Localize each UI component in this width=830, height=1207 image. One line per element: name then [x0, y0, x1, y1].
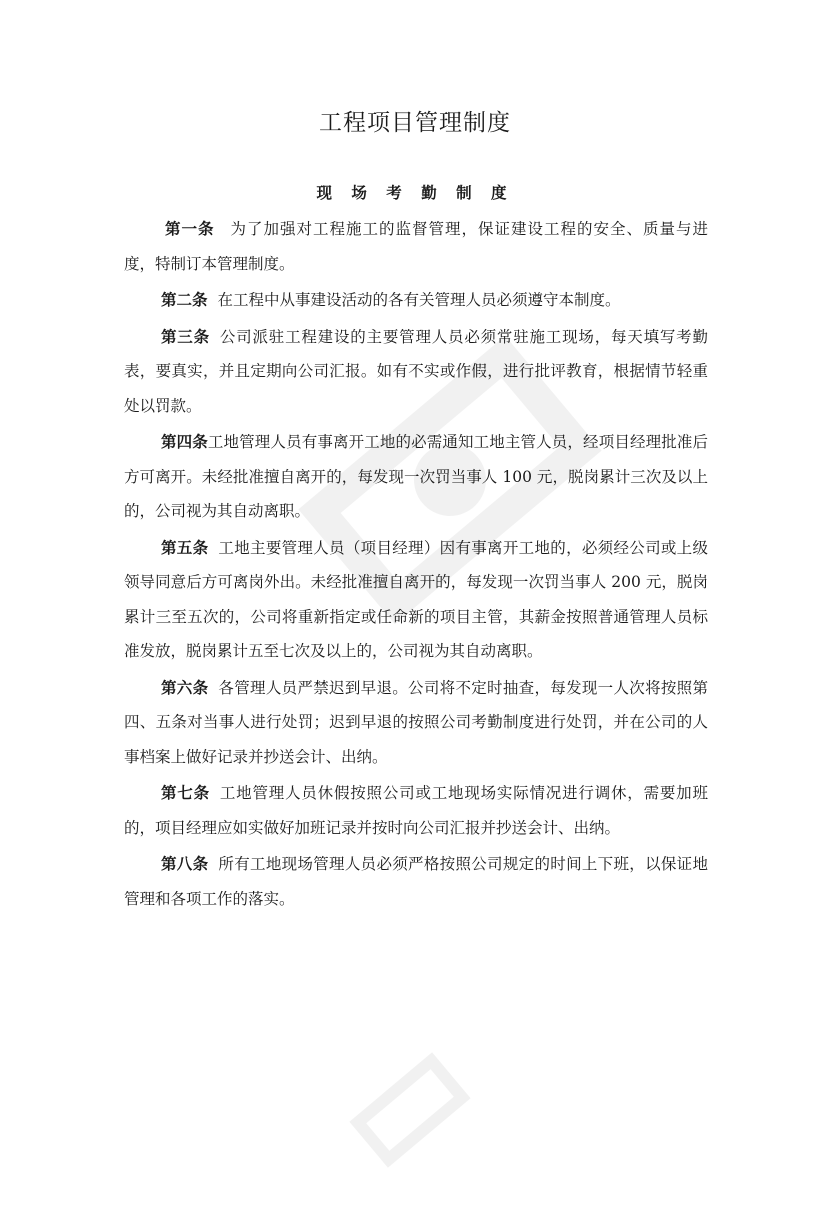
article-6 — [124, 671, 708, 775]
article-number: 第二条 — [161, 291, 208, 309]
article-1 — [124, 212, 708, 281]
article-4 — [124, 425, 708, 529]
article-text: 各管理人员严禁迟到早退。公司将不定时抽查，每发现一人次将按照第四、五条对当事人进行处罚；迟到早退的按照公司考勤制度进行处罚，并在公司的人事档案上做好记录并抄送会计、出纳。 — [124, 678, 708, 766]
article-text: 公司派驻工程建设的主要管理人员必须常驻施工现场，每天填写考勤表，要真实，并且定期向公司汇报。如有不实或作假，进行批评教育，根据情节轻重处以罚款。 — [124, 327, 708, 415]
article-number: 第四条 — [161, 433, 208, 451]
article-text: 在工程中从事建设活动的各有关管理人员必须遵守本制度。 — [217, 291, 621, 309]
article-5 — [124, 531, 708, 669]
article-8 — [124, 847, 708, 916]
section-title: 现 场 考 勤 制 度 — [316, 184, 514, 202]
article-text: 工地管理人员休假按照公司或工地现场实际情况进行调休，需要加班的，项目经理应如实做好加班记录并按时向公司汇报并抄送会计、出纳。 — [124, 784, 708, 837]
article-number: 第一条 — [165, 220, 215, 238]
article-2 — [124, 283, 708, 318]
article-number: 第八条 — [161, 855, 209, 873]
article-text: 工地管理人员有事离开工地的必需通知工地主管人员，经项目经理批准后方可离开。未经批准擅自离开的，每发现一次罚当事人 100 元，脱岗累计三次及以上的，公司视为其自动离职。 — [124, 433, 708, 520]
article-text: 为了加强对工程施工的监督管理，保证建设工程的安全、质量与进度，特制订本管理制度。 — [124, 220, 708, 273]
article-number: 第三条 — [161, 327, 210, 346]
article-text: 所有工地现场管理人员必须严格按照公司规定的时间上下班，以保证地管理和各项工作的落实。 — [124, 855, 708, 908]
article-list — [124, 212, 708, 918]
article-7 — [124, 776, 708, 845]
article-3 — [124, 320, 708, 424]
article-text: 工地主要管理人员（项目经理）因有事离开工地的，必须经公司或上级领导同意后方可离岗外出。未经批准擅自离开的，每发现一次罚当事人 200 元，脱岗累计三至五次的，公司将重新指定或任命新的项目主管，其薪金按照普通管理人员标准发放，脱岗累计五至七次及以上的，公司视为其自动离职。 — [124, 538, 708, 660]
watermark-logo-icon — [310, 1013, 510, 1207]
document-title: 工程项目管理制度 — [319, 110, 511, 136]
article-number: 第五条 — [161, 538, 209, 557]
article-number: 第七条 — [161, 784, 210, 802]
article-number: 第六条 — [161, 678, 209, 697]
